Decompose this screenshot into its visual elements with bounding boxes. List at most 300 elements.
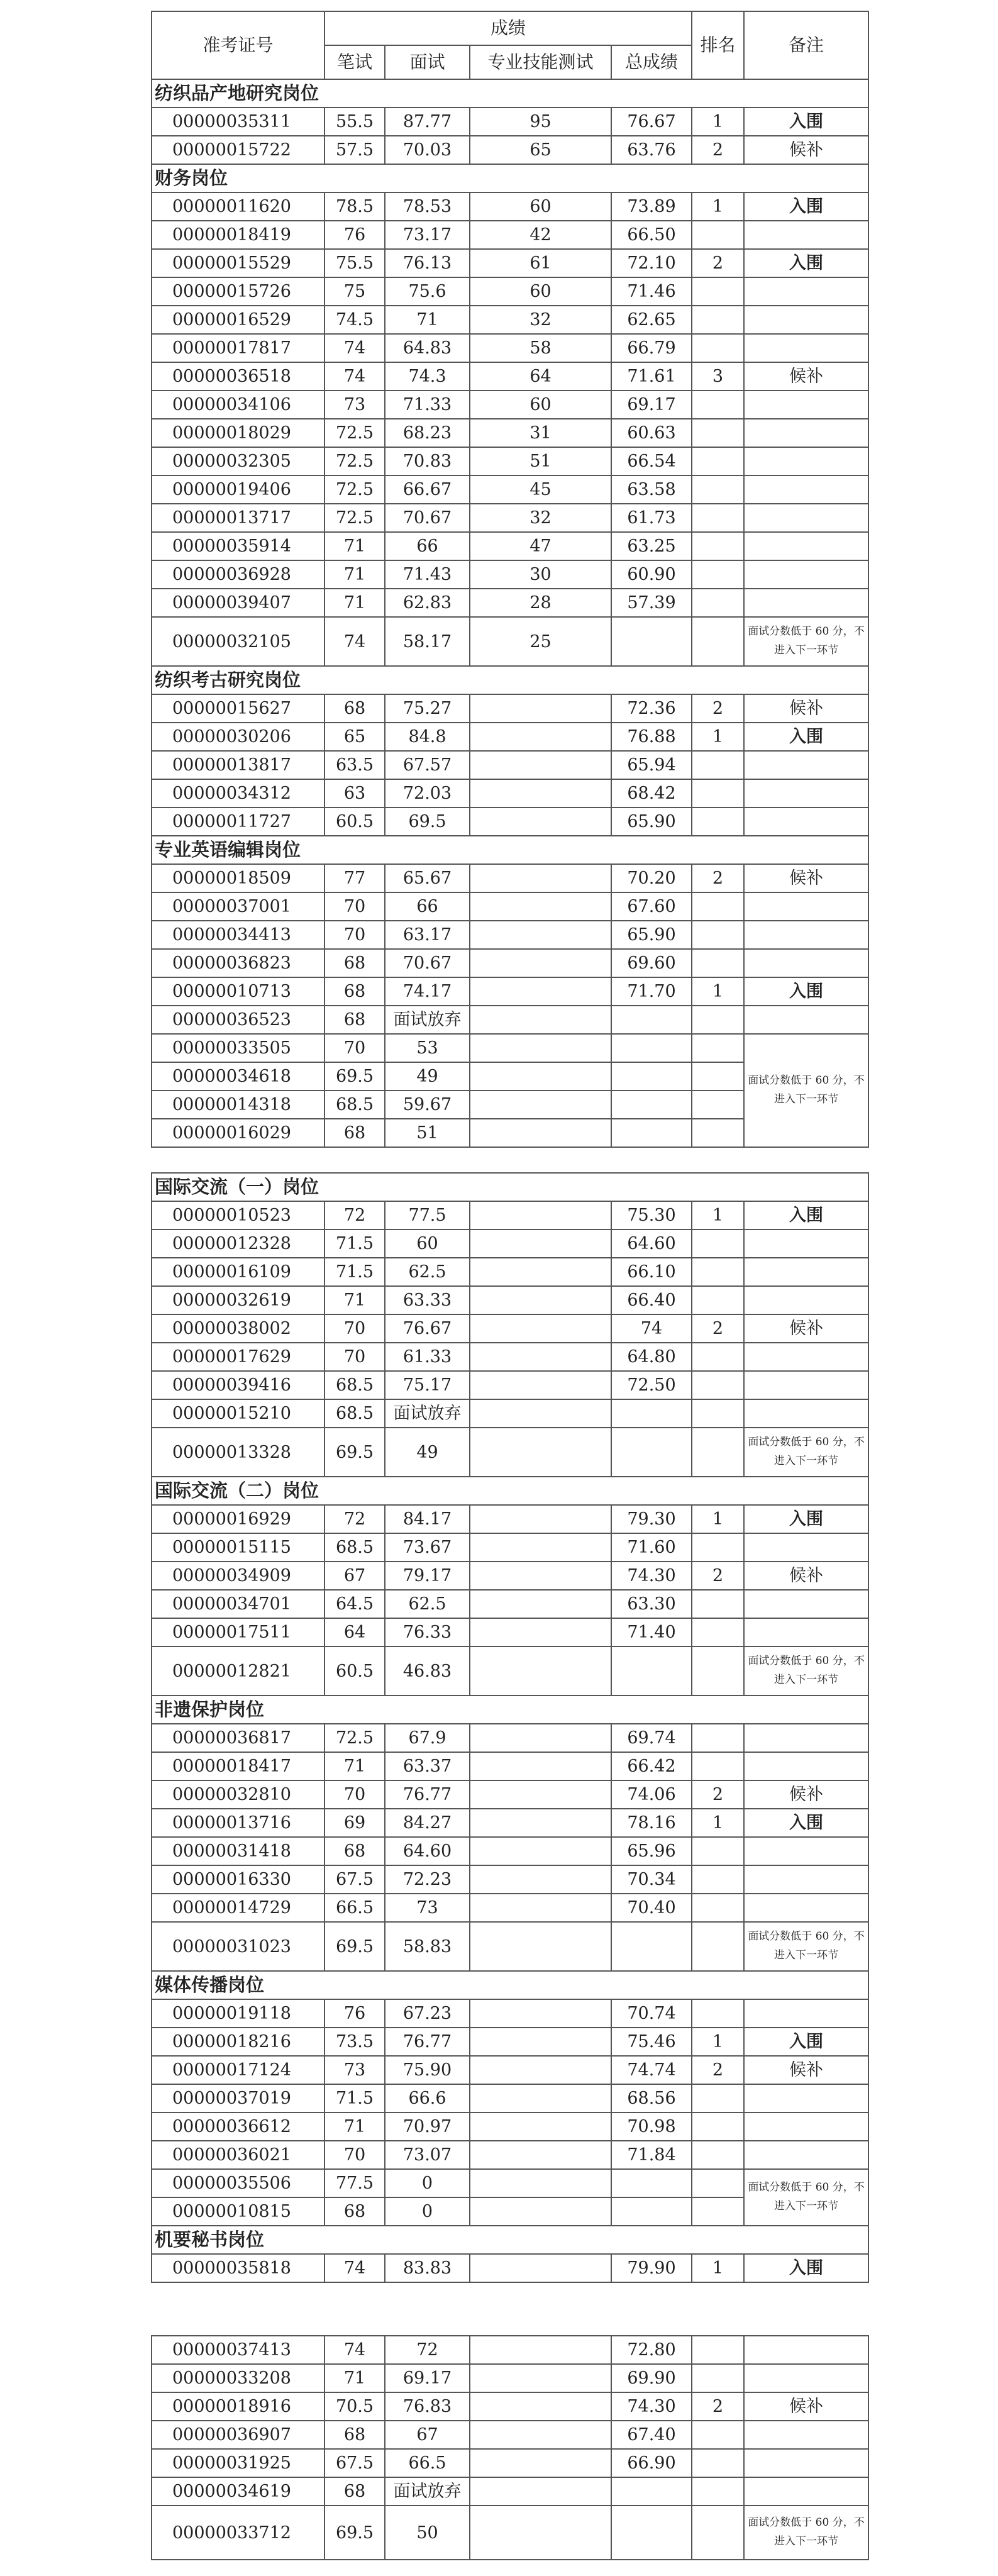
written-score-cell: 63.5 [324, 751, 385, 779]
remark-cell [744, 779, 868, 808]
rank-cell: 1 [692, 2028, 744, 2056]
total-score-cell: 70.20 [611, 864, 692, 892]
interview-score-cell: 79.17 [385, 1562, 470, 1590]
written-score-cell: 71.5 [324, 1230, 385, 1258]
skill-score-cell [470, 723, 611, 751]
remark-cell [744, 1837, 868, 1865]
exam-id-cell: 00000017817 [152, 334, 324, 362]
exam-id-cell: 00000018029 [152, 419, 324, 447]
remark-cell [744, 277, 868, 306]
table-row [152, 892, 868, 921]
interview-score-cell: 70.97 [385, 2112, 470, 2141]
written-score-cell: 71 [324, 1286, 385, 1314]
total-score-cell: 78.16 [611, 1809, 692, 1837]
skill-score-cell [470, 2056, 611, 2084]
table-row [152, 2392, 868, 2421]
exam-id-cell: 00000018419 [152, 221, 324, 249]
table-row [152, 560, 868, 589]
total-score-cell: 67.60 [611, 892, 692, 921]
exam-id-cell: 00000018509 [152, 864, 324, 892]
interview-score-cell: 46.83 [385, 1646, 470, 1696]
written-score-cell: 75.5 [324, 249, 385, 277]
rank-cell [692, 334, 744, 362]
total-score-cell: 76.88 [611, 723, 692, 751]
written-score-cell: 74 [324, 334, 385, 362]
written-score-cell: 72.5 [324, 447, 385, 475]
remark-cell [744, 1865, 868, 1894]
total-score-cell: 74.74 [611, 2056, 692, 2084]
written-score-cell: 77 [324, 864, 385, 892]
header-written: 笔试 [324, 45, 385, 79]
exam-id-cell: 00000036021 [152, 2141, 324, 2169]
interview-score-cell: 63.17 [385, 921, 470, 949]
table-row [152, 1371, 868, 1399]
interview-score-cell: 75.90 [385, 2056, 470, 2084]
interview-score-cell: 70.03 [385, 136, 470, 164]
total-score-cell [611, 1034, 692, 1062]
section-header-row [152, 1971, 868, 1999]
interview-score-cell: 78.53 [385, 192, 470, 221]
exam-id-cell: 00000039416 [152, 1371, 324, 1399]
exam-id-cell: 00000012821 [152, 1646, 324, 1696]
header-remark: 备注 [744, 11, 868, 79]
header-row [152, 11, 868, 45]
written-score-cell: 63 [324, 779, 385, 808]
exam-id-cell: 00000019406 [152, 475, 324, 504]
section-header-row [152, 79, 868, 108]
skill-score-cell: 45 [470, 475, 611, 504]
written-score-cell: 71 [324, 2112, 385, 2141]
written-score-cell: 77.5 [324, 2169, 385, 2197]
interview-score-cell: 73.67 [385, 1533, 470, 1562]
rank-cell: 1 [692, 192, 744, 221]
interview-score-cell: 76.77 [385, 1780, 470, 1809]
total-score-cell: 67.40 [611, 2421, 692, 2449]
rank-cell [692, 751, 744, 779]
skill-score-cell [470, 1752, 611, 1780]
exam-id-cell: 00000015726 [152, 277, 324, 306]
interview-score-cell: 74.3 [385, 362, 470, 391]
table-row [152, 2254, 868, 2282]
total-score-cell: 65.90 [611, 921, 692, 949]
table-row [152, 723, 868, 751]
table-row [152, 2169, 868, 2197]
exam-id-cell: 00000018916 [152, 2392, 324, 2421]
table-row [152, 108, 868, 136]
rank-cell [692, 1119, 744, 1147]
table-row [152, 589, 868, 617]
written-score-cell: 74 [324, 2254, 385, 2282]
total-score-cell: 66.79 [611, 334, 692, 362]
interview-score-cell: 71.43 [385, 560, 470, 589]
rank-cell [692, 2449, 744, 2477]
total-score-cell: 75.30 [611, 1201, 692, 1230]
skill-score-cell: 32 [470, 306, 611, 334]
total-score-cell: 70.40 [611, 1894, 692, 1922]
written-score-cell: 64.5 [324, 1590, 385, 1618]
exam-id-cell: 00000034619 [152, 2477, 324, 2506]
table-row [152, 2084, 868, 2112]
exam-id-cell: 00000032810 [152, 1780, 324, 1809]
total-score-cell: 72.36 [611, 694, 692, 723]
total-score-cell: 69.60 [611, 949, 692, 977]
exam-id-cell: 00000031925 [152, 2449, 324, 2477]
total-score-cell: 79.30 [611, 1505, 692, 1533]
table-row [152, 1780, 868, 1809]
remark-cell [744, 1724, 868, 1752]
table-row [152, 949, 868, 977]
skill-score-cell: 65 [470, 136, 611, 164]
skill-score-cell: 25 [470, 617, 611, 666]
skill-score-cell [470, 949, 611, 977]
written-score-cell: 71 [324, 2364, 385, 2392]
total-score-cell: 70.98 [611, 2112, 692, 2141]
rank-cell [692, 1752, 744, 1780]
rank-cell: 1 [692, 1809, 744, 1837]
table-row [152, 1034, 868, 1062]
written-score-cell: 71 [324, 560, 385, 589]
total-score-cell: 73.89 [611, 192, 692, 221]
remark-cell [744, 751, 868, 779]
section-header-row [152, 164, 868, 192]
written-score-cell: 72 [324, 1201, 385, 1230]
skill-score-cell [470, 1505, 611, 1533]
remark-note-cell: 面试分数低于 60 分，不进入下一环节 [744, 1034, 868, 1147]
table-row [152, 277, 868, 306]
skill-score-cell [470, 2028, 611, 2056]
remark-cell: 候补 [744, 1780, 868, 1809]
table-row [152, 2112, 868, 2141]
written-score-cell: 74 [324, 362, 385, 391]
remark-note-cell: 面试分数低于 60 分，不进入下一环节 [744, 2169, 868, 2226]
rank-cell [692, 2421, 744, 2449]
exam-id-cell: 00000018216 [152, 2028, 324, 2056]
header-scores: 成绩 [324, 11, 692, 45]
remark-cell: 候补 [744, 1314, 868, 1343]
remark-cell [744, 1399, 868, 1428]
skill-score-cell [470, 1533, 611, 1562]
rank-cell [692, 2169, 744, 2197]
remark-cell [744, 532, 868, 560]
written-score-cell: 68 [324, 1837, 385, 1865]
interview-score-cell: 64.83 [385, 334, 470, 362]
remark-cell [744, 1590, 868, 1618]
written-score-cell: 69 [324, 1809, 385, 1837]
total-score-cell: 66.54 [611, 447, 692, 475]
table-row [152, 419, 868, 447]
written-score-cell: 71.5 [324, 1258, 385, 1286]
interview-score-cell: 65.67 [385, 864, 470, 892]
total-score-cell: 71.84 [611, 2141, 692, 2169]
table-row [152, 475, 868, 504]
exam-id-cell: 00000013717 [152, 504, 324, 532]
interview-score-cell: 66.5 [385, 2449, 470, 2477]
table-row [152, 306, 868, 334]
interview-score-cell: 75.6 [385, 277, 470, 306]
rank-cell: 2 [692, 136, 744, 164]
interview-score-cell: 71.33 [385, 391, 470, 419]
total-score-cell: 66.50 [611, 221, 692, 249]
exam-id-cell: 00000033208 [152, 2364, 324, 2392]
total-score-cell: 74.30 [611, 2392, 692, 2421]
remark-cell [744, 1371, 868, 1399]
total-score-cell: 74.06 [611, 1780, 692, 1809]
interview-score-cell: 74.17 [385, 977, 470, 1006]
rank-cell [692, 1724, 744, 1752]
remark-cell: 候补 [744, 864, 868, 892]
rank-cell [692, 277, 744, 306]
section-header-row [152, 836, 868, 864]
exam-id-cell: 00000036928 [152, 560, 324, 589]
remark-cell [744, 1533, 868, 1562]
exam-id-cell: 00000036907 [152, 2421, 324, 2449]
table-row [152, 921, 868, 949]
rank-cell [692, 1646, 744, 1696]
interview-score-cell: 51 [385, 1119, 470, 1147]
interview-score-cell: 68.23 [385, 419, 470, 447]
skill-score-cell [470, 2392, 611, 2421]
interview-score-cell: 69.5 [385, 808, 470, 836]
interview-score-cell: 58.17 [385, 617, 470, 666]
total-score-cell [611, 1428, 692, 1477]
interview-score-cell: 64.60 [385, 1837, 470, 1865]
total-score-cell [611, 1922, 692, 1971]
total-score-cell: 74 [611, 1314, 692, 1343]
rank-cell: 2 [692, 2392, 744, 2421]
table-row [152, 2028, 868, 2056]
total-score-cell: 79.90 [611, 2254, 692, 2282]
rank-cell: 1 [692, 2254, 744, 2282]
remark-cell [744, 2477, 868, 2506]
total-score-cell: 68.42 [611, 779, 692, 808]
rank-cell: 2 [692, 1780, 744, 1809]
exam-id-cell: 00000018417 [152, 1752, 324, 1780]
skill-score-cell [470, 1119, 611, 1147]
remark-cell [744, 334, 868, 362]
written-score-cell: 68 [324, 977, 385, 1006]
skill-score-cell [470, 2084, 611, 2112]
table-row [152, 1399, 868, 1428]
interview-score-cell: 62.5 [385, 1258, 470, 1286]
interview-score-cell: 66 [385, 892, 470, 921]
total-score-cell [611, 1119, 692, 1147]
rank-cell [692, 779, 744, 808]
table-row [152, 1590, 868, 1618]
exam-id-cell: 00000034618 [152, 1062, 324, 1091]
section-title: 专业英语编辑岗位 [152, 836, 868, 864]
remark-cell: 候补 [744, 136, 868, 164]
skill-score-cell [470, 1428, 611, 1477]
written-score-cell: 70 [324, 921, 385, 949]
exam-id-cell: 00000013716 [152, 1809, 324, 1837]
interview-score-cell: 72.23 [385, 1865, 470, 1894]
written-score-cell: 73.5 [324, 2028, 385, 2056]
rank-cell [692, 617, 744, 666]
remark-note-cell: 面试分数低于 60 分，不进入下一环节 [744, 2506, 868, 2560]
exam-id-cell: 00000036817 [152, 1724, 324, 1752]
rank-cell [692, 1091, 744, 1119]
header-rank: 排名 [692, 11, 744, 79]
rank-cell [692, 2084, 744, 2112]
exam-id-cell: 00000036612 [152, 2112, 324, 2141]
rank-cell [692, 221, 744, 249]
skill-score-cell: 28 [470, 589, 611, 617]
skill-score-cell [470, 1314, 611, 1343]
written-score-cell: 70 [324, 1034, 385, 1062]
exam-id-cell: 00000035914 [152, 532, 324, 560]
table-row [152, 1646, 868, 1696]
skill-score-cell [470, 1006, 611, 1034]
section-title: 国际交流（一）岗位 [152, 1173, 868, 1201]
rank-cell [692, 2364, 744, 2392]
written-score-cell: 72.5 [324, 419, 385, 447]
skill-score-cell [470, 2364, 611, 2392]
skill-score-cell [470, 1286, 611, 1314]
table-row [152, 779, 868, 808]
written-score-cell: 71.5 [324, 2084, 385, 2112]
remark-cell: 候补 [744, 2056, 868, 2084]
table-row [152, 751, 868, 779]
rank-cell [692, 589, 744, 617]
table-row [152, 617, 868, 666]
rank-cell [692, 1837, 744, 1865]
skill-score-cell [470, 2112, 611, 2141]
interview-score-cell: 73.07 [385, 2141, 470, 2169]
skill-score-cell: 42 [470, 221, 611, 249]
skill-score-cell [470, 694, 611, 723]
table-row [152, 977, 868, 1006]
total-score-cell [611, 1646, 692, 1696]
interview-score-cell: 66.67 [385, 475, 470, 504]
table-row [152, 1343, 868, 1371]
exam-id-cell: 00000034106 [152, 391, 324, 419]
written-score-cell: 70 [324, 1343, 385, 1371]
written-score-cell: 68 [324, 1119, 385, 1147]
exam-id-cell: 00000016929 [152, 1505, 324, 1533]
remark-cell [744, 808, 868, 836]
skill-score-cell [470, 1865, 611, 1894]
table-row [152, 2364, 868, 2392]
interview-score-cell: 66.6 [385, 2084, 470, 2112]
rank-cell [692, 2112, 744, 2141]
total-score-cell: 71.70 [611, 977, 692, 1006]
rank-cell [692, 1922, 744, 1971]
skill-score-cell [470, 2421, 611, 2449]
total-score-cell [611, 2197, 692, 2226]
skill-score-cell [470, 1343, 611, 1371]
skill-score-cell [470, 1837, 611, 1865]
rank-cell: 2 [692, 694, 744, 723]
rank-cell [692, 306, 744, 334]
interview-score-cell: 49 [385, 1062, 470, 1091]
written-score-cell: 68.5 [324, 1371, 385, 1399]
written-score-cell: 68 [324, 2421, 385, 2449]
skill-score-cell: 30 [470, 560, 611, 589]
remark-cell [744, 1618, 868, 1646]
rank-cell: 2 [692, 249, 744, 277]
remark-cell: 入围 [744, 108, 868, 136]
rank-cell [692, 2477, 744, 2506]
written-score-cell: 70 [324, 2141, 385, 2169]
total-score-cell: 71.61 [611, 362, 692, 391]
exam-id-cell: 00000010523 [152, 1201, 324, 1230]
skill-score-cell [470, 1724, 611, 1752]
table-row [152, 1562, 868, 1590]
interview-score-cell: 71 [385, 306, 470, 334]
written-score-cell: 67.5 [324, 2449, 385, 2477]
remark-cell [744, 2336, 868, 2364]
written-score-cell: 76 [324, 221, 385, 249]
written-score-cell: 68.5 [324, 1091, 385, 1119]
exam-id-cell: 00000017511 [152, 1618, 324, 1646]
total-score-cell: 66.40 [611, 1286, 692, 1314]
interview-score-cell: 61.33 [385, 1343, 470, 1371]
rank-cell [692, 1343, 744, 1371]
remark-note-cell: 面试分数低于 60 分，不进入下一环节 [744, 1646, 868, 1696]
rank-cell: 2 [692, 1562, 744, 1590]
interview-score-cell: 66 [385, 532, 470, 560]
written-score-cell: 69.5 [324, 1062, 385, 1091]
exam-id-cell: 00000031418 [152, 1837, 324, 1865]
skill-score-cell [470, 2169, 611, 2197]
skill-score-cell [470, 1780, 611, 1809]
interview-score-cell: 59.67 [385, 1091, 470, 1119]
total-score-cell: 74.30 [611, 1562, 692, 1590]
written-score-cell: 71 [324, 532, 385, 560]
table-row [152, 334, 868, 362]
written-score-cell: 73 [324, 391, 385, 419]
total-score-cell: 66.42 [611, 1752, 692, 1780]
table-row [152, 1865, 868, 1894]
exam-id-cell: 00000035818 [152, 2254, 324, 2282]
written-score-cell: 68 [324, 1006, 385, 1034]
section-header-row [152, 2226, 868, 2254]
rank-cell [692, 419, 744, 447]
interview-score-cell: 84.27 [385, 1809, 470, 1837]
written-score-cell: 64 [324, 1618, 385, 1646]
header-skill-test: 专业技能测试 [470, 45, 611, 79]
header-total: 总成绩 [611, 45, 692, 79]
rank-cell [692, 2506, 744, 2560]
interview-score-cell: 67.23 [385, 1999, 470, 2028]
written-score-cell: 68 [324, 2477, 385, 2506]
exam-id-cell: 00000016330 [152, 1865, 324, 1894]
skill-score-cell [470, 2254, 611, 2282]
exam-id-cell: 00000032105 [152, 617, 324, 666]
rank-cell [692, 1865, 744, 1894]
table-row [152, 1258, 868, 1286]
interview-score-cell: 50 [385, 2506, 470, 2560]
table-row [152, 1752, 868, 1780]
skill-score-cell: 32 [470, 504, 611, 532]
written-score-cell: 68.5 [324, 1533, 385, 1562]
remark-cell [744, 2084, 868, 2112]
written-score-cell: 68 [324, 949, 385, 977]
interview-score-cell: 84.17 [385, 1505, 470, 1533]
table-row [152, 1922, 868, 1971]
remark-cell: 入围 [744, 2028, 868, 2056]
total-score-cell: 63.58 [611, 475, 692, 504]
exam-id-cell: 00000016109 [152, 1258, 324, 1286]
table-row [152, 2477, 868, 2506]
skill-score-cell [470, 892, 611, 921]
remark-cell: 入围 [744, 192, 868, 221]
total-score-cell: 57.39 [611, 589, 692, 617]
interview-score-cell: 49 [385, 1428, 470, 1477]
interview-score-cell: 70.67 [385, 504, 470, 532]
remark-cell [744, 2112, 868, 2141]
skill-score-cell [470, 2336, 611, 2364]
